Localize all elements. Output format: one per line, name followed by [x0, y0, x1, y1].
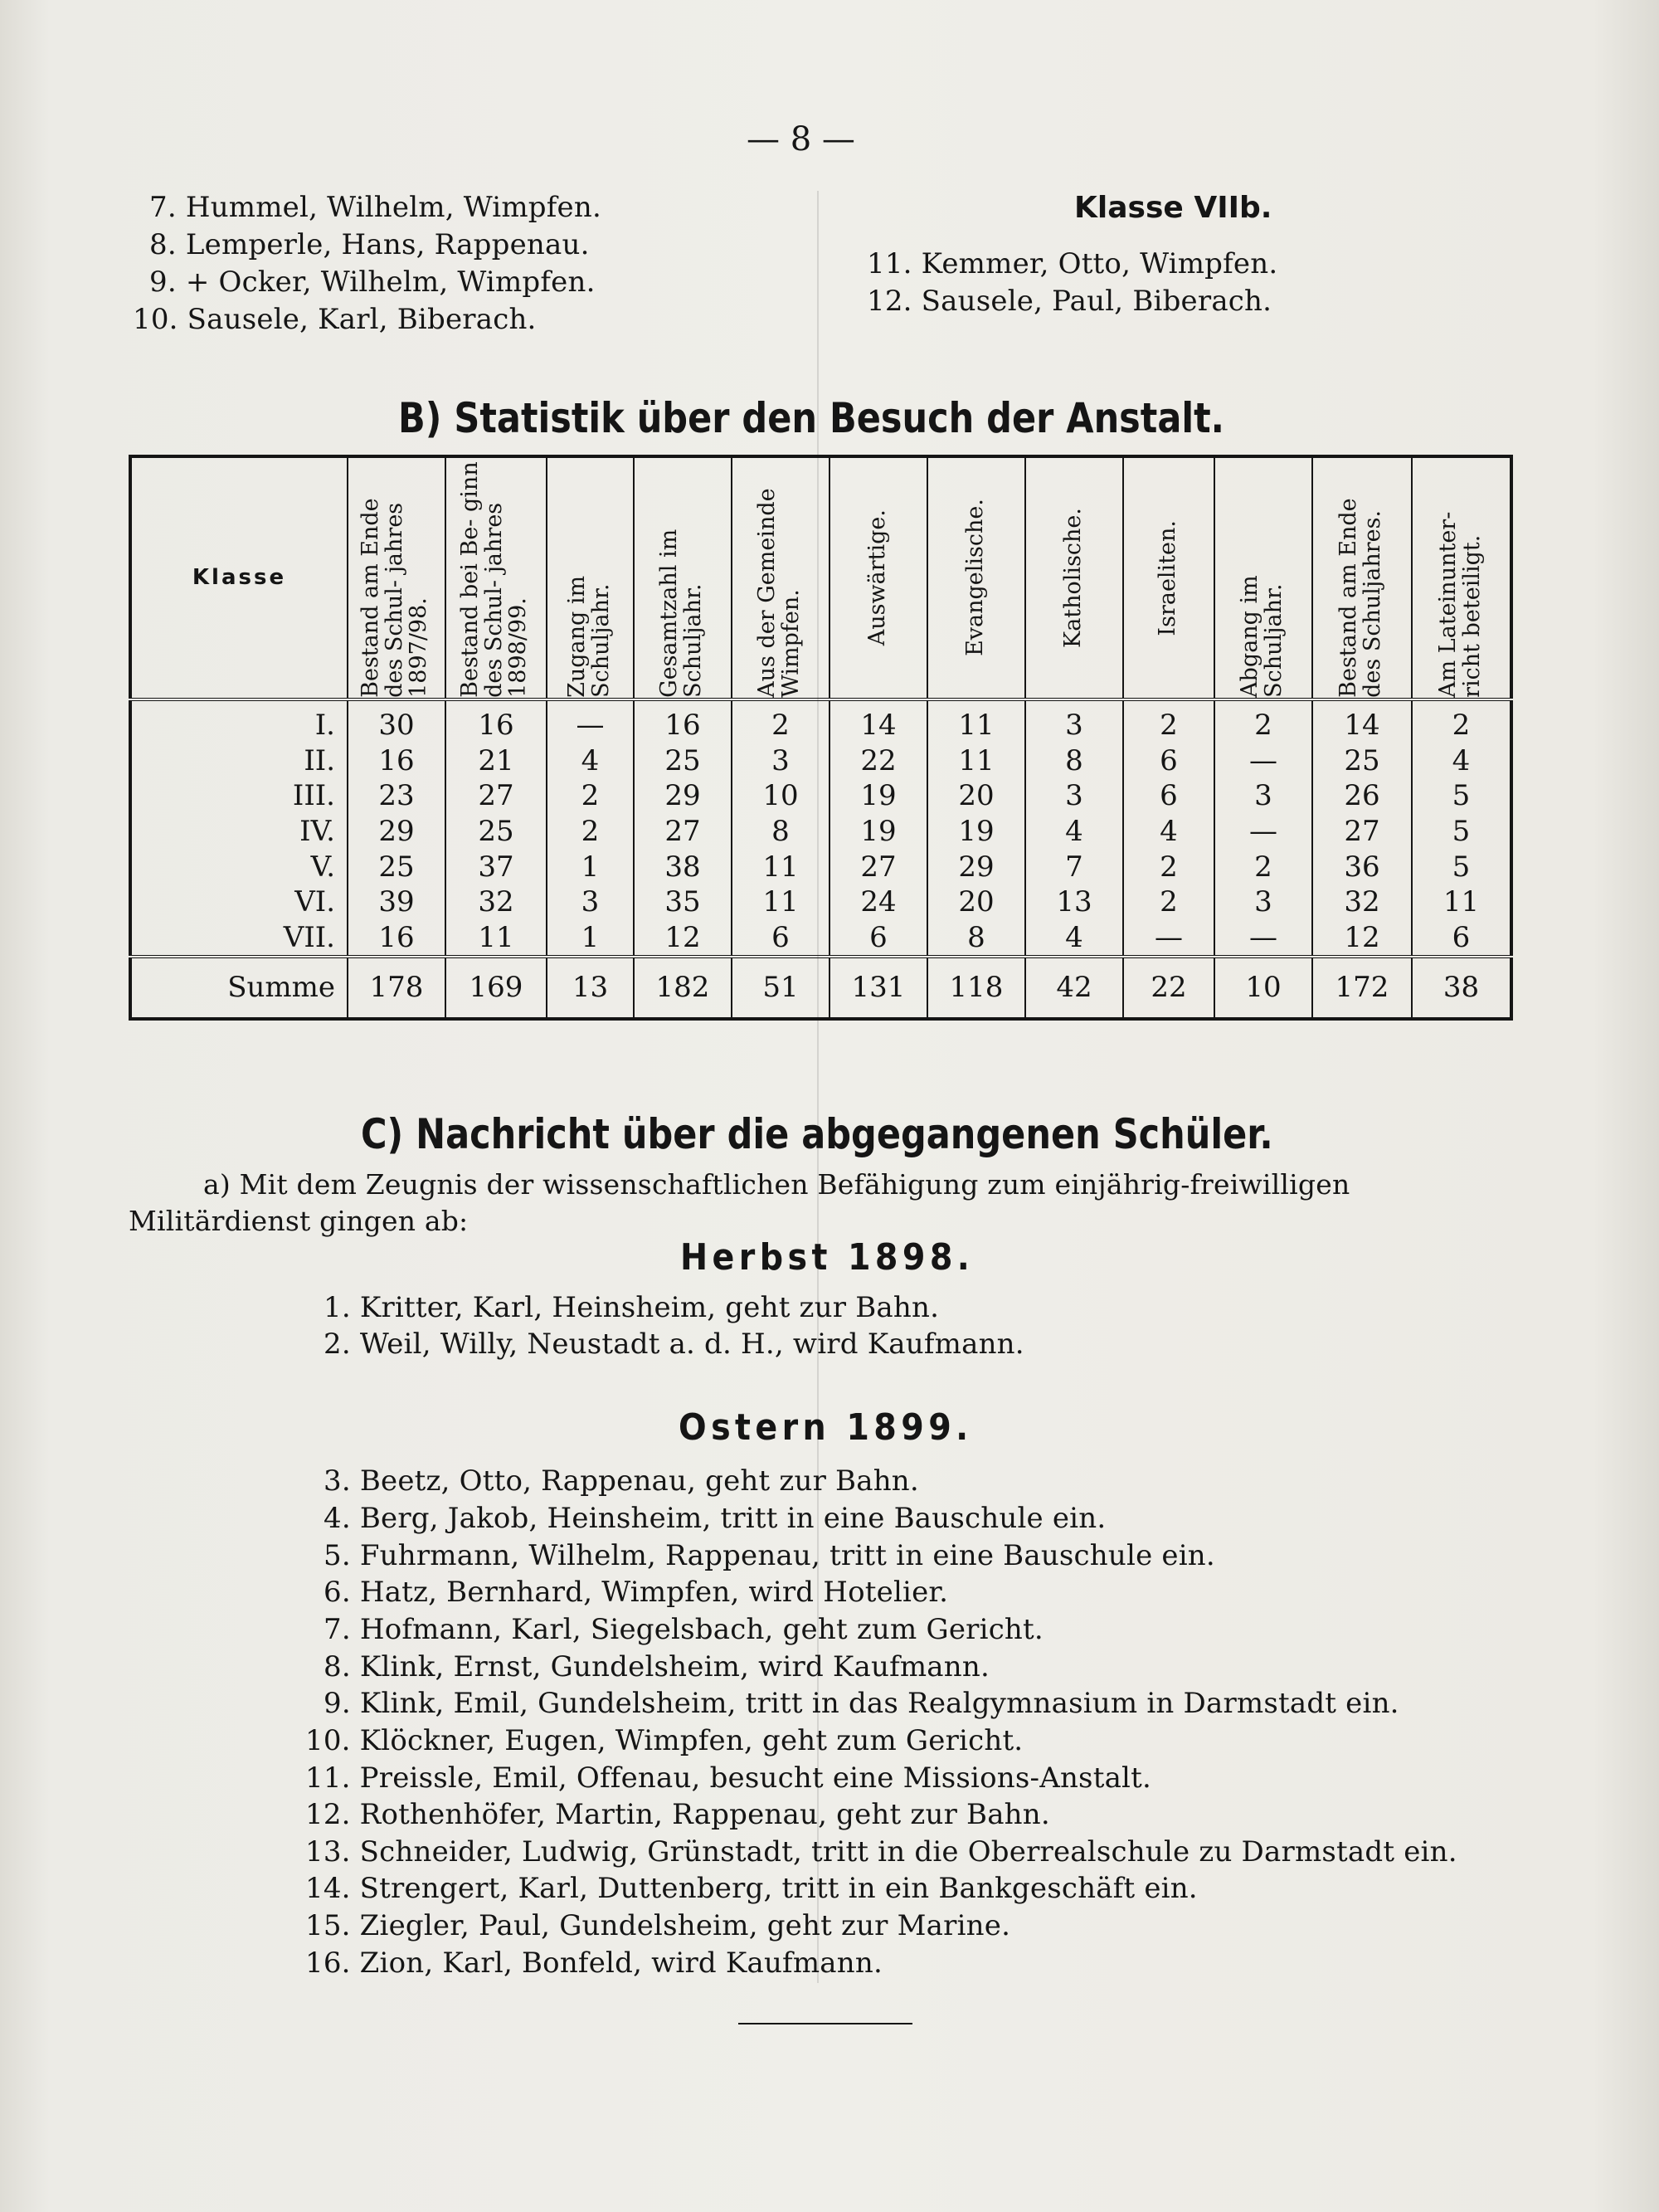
- cell: 27: [445, 778, 547, 814]
- cell: 4: [1123, 814, 1214, 850]
- cell: 38: [634, 849, 732, 884]
- row-klasse: III.: [292, 779, 335, 813]
- table-row: [130, 849, 1511, 884]
- cell: 178: [348, 957, 445, 1019]
- cell: 16: [445, 699, 547, 743]
- cell: 3: [1214, 884, 1312, 920]
- table-row: [130, 778, 1511, 814]
- column-header: Bestand am Ende des Schuljahres.: [1312, 456, 1412, 699]
- column-header: Aus der Gemeinde Wimpfen.: [732, 456, 830, 699]
- cell: 38: [1412, 957, 1511, 1019]
- statistics-table: [129, 455, 1513, 1021]
- cell: 27: [830, 849, 927, 884]
- ostern-title: Ostern 1899.: [679, 1406, 973, 1449]
- cell: 16: [634, 699, 732, 743]
- cell: 6: [830, 919, 927, 957]
- cell: 4: [1025, 814, 1123, 850]
- cell: 4: [547, 743, 634, 779]
- column-header: Israeliten.: [1123, 456, 1214, 699]
- cell: 3: [732, 743, 830, 779]
- intro-line: Militärdienst gingen ab:: [129, 1205, 469, 1237]
- cell: 36: [1312, 849, 1412, 884]
- cell: —: [1214, 814, 1312, 850]
- cell: 2: [547, 778, 634, 814]
- cell: 11: [1412, 884, 1511, 920]
- column-header: Am Lateinunter- richt beteiligt.: [1412, 456, 1511, 699]
- list-item: 12. Rothenhöfer, Martin, Rappenau, geht zur Bahn.: [305, 1798, 1050, 1831]
- cell: 2: [1412, 699, 1511, 743]
- cell: 11: [732, 884, 830, 920]
- list-item: 1. Kritter, Karl, Heinsheim, geht zur Bahn.: [324, 1291, 940, 1324]
- cell: 11: [732, 849, 830, 884]
- intro-line: a) Mit dem Zeugnis der wissenschaftlichen Befähigung zum einjährig-freiwilligen: [203, 1168, 1350, 1201]
- cell: 2: [1123, 884, 1214, 920]
- cell: 2: [547, 814, 634, 850]
- cell: 29: [348, 814, 445, 850]
- list-item: 3. Beetz, Otto, Rappenau, geht zur Bahn.: [324, 1464, 919, 1498]
- table-row: [130, 884, 1511, 920]
- column-header: Zugang im Schuljahr.: [547, 456, 634, 699]
- cell: 6: [1123, 743, 1214, 779]
- cell: 7: [1025, 849, 1123, 884]
- list-item: 11. Kemmer, Otto, Wimpfen.: [867, 247, 1278, 280]
- list-item: 5. Fuhrmann, Wilhelm, Rappenau, tritt in eine Bauschule ein.: [324, 1539, 1215, 1572]
- cell: 3: [1025, 699, 1123, 743]
- cell: 182: [634, 957, 732, 1019]
- table-row: [130, 919, 1511, 957]
- cell: 8: [1025, 743, 1123, 779]
- end-rule: [738, 2023, 912, 2024]
- list-item: 7. Hofmann, Karl, Siegelsbach, geht zum Gericht.: [324, 1613, 1044, 1646]
- section-c-title: C) Nachricht über die abgegangenen Schüler.: [361, 1110, 1273, 1158]
- cell: 1: [547, 919, 634, 957]
- klasse-vii-b-title: Klasse VIIb.: [1074, 191, 1272, 225]
- cell: 2: [1123, 699, 1214, 743]
- cell: 42: [1025, 957, 1123, 1019]
- table-row: [130, 743, 1511, 779]
- cell: 3: [1214, 778, 1312, 814]
- list-item: 13. Schneider, Ludwig, Grünstadt, tritt in die Oberrealschule zu Darmstadt ein.: [305, 1835, 1457, 1869]
- cell: 131: [830, 957, 927, 1019]
- cell: 118: [927, 957, 1025, 1019]
- cell: 1: [547, 849, 634, 884]
- cell: 10: [1214, 957, 1312, 1019]
- list-item: 7. Hummel, Wilhelm, Wimpfen.: [149, 191, 601, 224]
- cell: 4: [1412, 743, 1511, 779]
- list-item: 12. Sausele, Paul, Biberach.: [867, 285, 1272, 318]
- cell: 21: [445, 743, 547, 779]
- cell: 2: [1214, 699, 1312, 743]
- cell: 22: [1123, 957, 1214, 1019]
- cell: 3: [1025, 778, 1123, 814]
- cell: 14: [830, 699, 927, 743]
- row-klasse: VI.: [294, 885, 335, 919]
- cell: 12: [1312, 919, 1412, 957]
- cell: 2: [1123, 849, 1214, 884]
- list-item: 9. + Ocker, Wilhelm, Wimpfen.: [149, 266, 596, 299]
- cell: 6: [732, 919, 830, 957]
- cell: 29: [634, 778, 732, 814]
- cell: 51: [732, 957, 830, 1019]
- table-sum-row: [130, 957, 1511, 1019]
- page-number: — 8 —: [747, 120, 855, 158]
- column-header: Gesamtzahl im Schuljahr.: [634, 456, 732, 699]
- cell: —: [547, 699, 634, 743]
- cell: 25: [348, 849, 445, 884]
- cell: 25: [445, 814, 547, 850]
- cell: 16: [348, 743, 445, 779]
- cell: 32: [445, 884, 547, 920]
- cell: 3: [547, 884, 634, 920]
- cell: 27: [634, 814, 732, 850]
- table-row: [130, 814, 1511, 850]
- list-item: 10. Klöckner, Eugen, Wimpfen, geht zum Gericht.: [305, 1724, 1024, 1757]
- cell: 8: [732, 814, 830, 850]
- list-item: 14. Strengert, Karl, Duttenberg, tritt in ein Bankgeschäft ein.: [305, 1872, 1198, 1905]
- cell: 19: [830, 814, 927, 850]
- cell: 2: [1214, 849, 1312, 884]
- cell: —: [1214, 743, 1312, 779]
- cell: 6: [1412, 919, 1511, 957]
- list-item: 9. Klink, Emil, Gundelsheim, tritt in das Realgymnasium in Darmstadt ein.: [324, 1687, 1399, 1720]
- cell: 14: [1312, 699, 1412, 743]
- list-item: 11. Preissle, Emil, Offenau, besucht eine Missions-Anstalt.: [305, 1761, 1151, 1795]
- cell: 20: [927, 778, 1025, 814]
- list-item: 2. Weil, Willy, Neustadt a. d. H., wird Kaufmann.: [324, 1328, 1024, 1361]
- cell: 26: [1312, 778, 1412, 814]
- cell: 5: [1412, 814, 1511, 850]
- cell: 13: [547, 957, 634, 1019]
- cell: 5: [1412, 778, 1511, 814]
- row-klasse: VII.: [283, 920, 335, 954]
- cell: 11: [927, 699, 1025, 743]
- cell: 20: [927, 884, 1025, 920]
- column-header: Bestand am Ende des Schul- jahres 1897/98.: [348, 456, 445, 699]
- cell: 37: [445, 849, 547, 884]
- cell: —: [1123, 919, 1214, 957]
- list-item: 16. Zion, Karl, Bonfeld, wird Kaufmann.: [305, 1946, 883, 1980]
- row-klasse: IV.: [299, 814, 335, 848]
- cell: 22: [830, 743, 927, 779]
- cell: 39: [348, 884, 445, 920]
- column-header-klasse: Klasse: [130, 456, 348, 699]
- list-item: 10. Sausele, Karl, Biberach.: [133, 303, 537, 336]
- cell: 6: [1123, 778, 1214, 814]
- cell: 32: [1312, 884, 1412, 920]
- column-header: Katholische.: [1025, 456, 1123, 699]
- column-header: Abgang im Schuljahr.: [1214, 456, 1312, 699]
- cell: 19: [927, 814, 1025, 850]
- cell: 16: [348, 919, 445, 957]
- cell: 8: [927, 919, 1025, 957]
- cell: 35: [634, 884, 732, 920]
- cell: 2: [732, 699, 830, 743]
- cell: 23: [348, 778, 445, 814]
- cell: 11: [445, 919, 547, 957]
- row-klasse: V.: [310, 850, 335, 884]
- list-item: 4. Berg, Jakob, Heinsheim, tritt in eine Bauschule ein.: [324, 1502, 1107, 1535]
- cell: 27: [1312, 814, 1412, 850]
- column-header: Bestand bei Be- ginn des Schul- jahres 1898/99.: [445, 456, 547, 699]
- column-header: Evangelische.: [927, 456, 1025, 699]
- cell: 25: [1312, 743, 1412, 779]
- cell: 5: [1412, 849, 1511, 884]
- table-header-row: [130, 456, 1511, 699]
- section-b-title: B) Statistik über den Besuch der Anstalt.: [398, 394, 1224, 442]
- list-item: 8. Klink, Ernst, Gundelsheim, wird Kaufmann.: [324, 1650, 990, 1683]
- list-item: 6. Hatz, Bernhard, Wimpfen, wird Hotelier.: [324, 1576, 949, 1609]
- herbst-title: Herbst 1898.: [680, 1236, 975, 1279]
- cell: 172: [1312, 957, 1412, 1019]
- cell: 169: [445, 957, 547, 1019]
- row-klasse: I.: [314, 709, 335, 743]
- list-item: 15. Ziegler, Paul, Gundelsheim, geht zur Marine.: [305, 1909, 1011, 1942]
- table-row: [130, 699, 1511, 743]
- cell: 25: [634, 743, 732, 779]
- cell: 19: [830, 778, 927, 814]
- sum-label: Summe: [130, 957, 348, 1019]
- cell: 30: [348, 699, 445, 743]
- cell: —: [1214, 919, 1312, 957]
- list-item: 8. Lemperle, Hans, Rappenau.: [149, 228, 590, 261]
- cell: 29: [927, 849, 1025, 884]
- cell: 24: [830, 884, 927, 920]
- cell: 10: [732, 778, 830, 814]
- row-klasse: II.: [304, 743, 335, 777]
- cell: 11: [927, 743, 1025, 779]
- cell: 4: [1025, 919, 1123, 957]
- cell: 13: [1025, 884, 1123, 920]
- column-header: Auswärtige.: [830, 456, 927, 699]
- cell: 12: [634, 919, 732, 957]
